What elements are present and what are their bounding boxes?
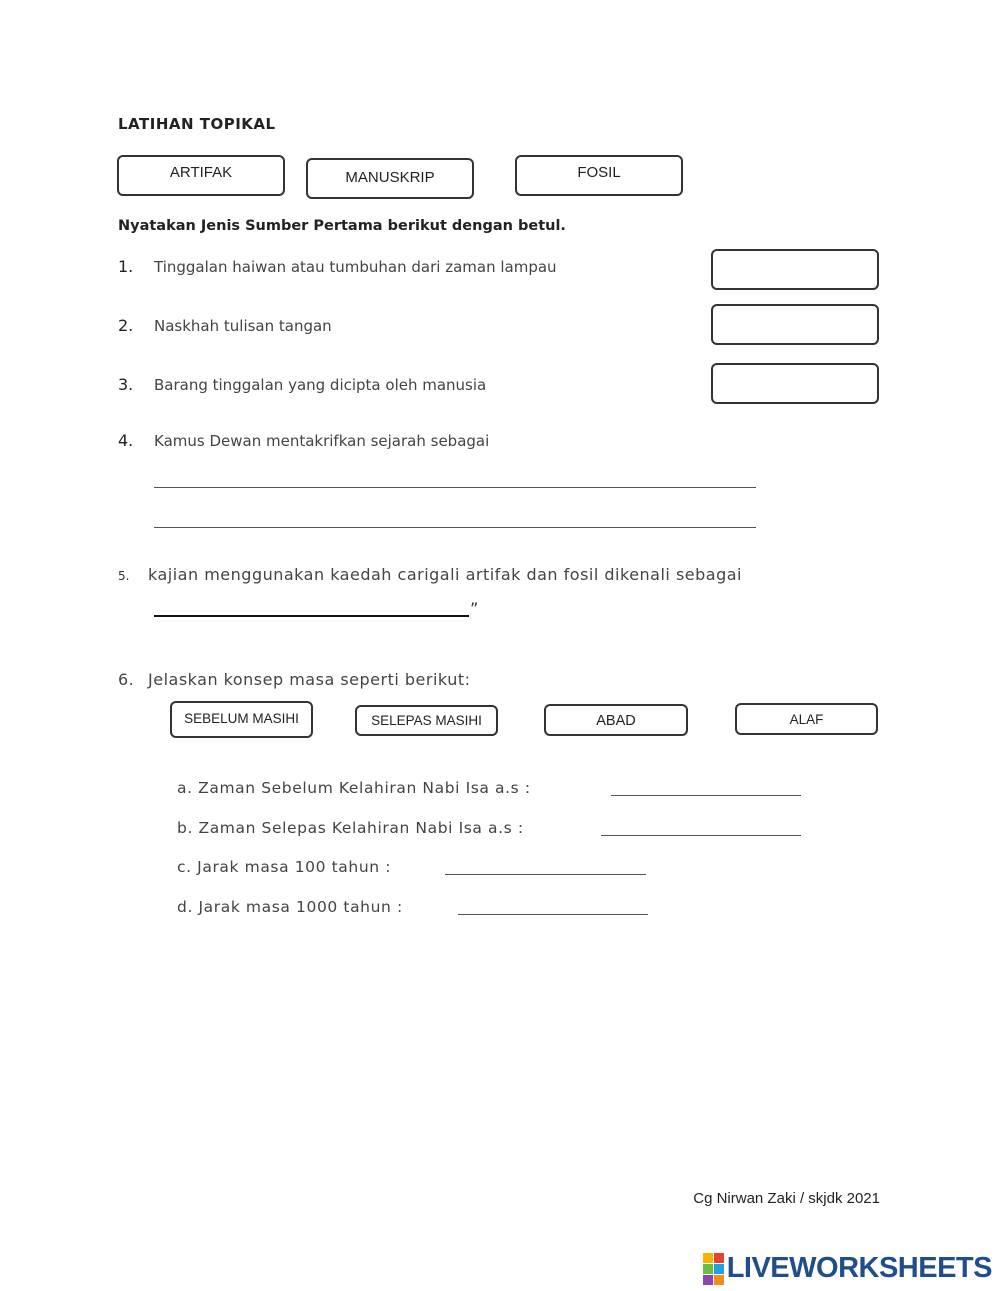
answer-box-2[interactable] — [711, 304, 879, 345]
sub-question-a: a. Zaman Sebelum Kelahiran Nabi Isa a.s : — [177, 779, 531, 797]
closing-quote: ” — [470, 599, 479, 618]
question-5-number: 5. — [118, 569, 130, 583]
logo-square — [703, 1275, 713, 1285]
answer-line-6c[interactable] — [445, 874, 646, 875]
word-bank-manuskrip[interactable]: MANUSKRIP — [306, 158, 474, 199]
answer-line-4a[interactable] — [154, 487, 756, 488]
question-4-text: Kamus Dewan mentakrifkan sejarah sebagai — [154, 432, 490, 450]
answer-box-1[interactable] — [711, 249, 879, 290]
logo-text: LIVEWORKSHEETS — [726, 1252, 992, 1284]
question-2-number: 2. — [118, 316, 134, 335]
question-3-text: Barang tinggalan yang dicipta oleh manusia — [154, 376, 487, 394]
answer-line-5[interactable] — [154, 615, 469, 617]
answer-line-4b[interactable] — [154, 527, 756, 528]
word-bank-fosil[interactable]: FOSIL — [515, 155, 683, 196]
liveworksheets-logo[interactable] — [703, 1252, 992, 1285]
answer-line-6a[interactable] — [611, 795, 801, 796]
sub-question-b: b. Zaman Selepas Kelahiran Nabi Isa a.s : — [177, 819, 524, 837]
question-6-text: Jelaskan konsep masa seperti berikut: — [148, 670, 471, 689]
word-bank-abad[interactable]: ABAD — [544, 704, 688, 736]
answer-line-6d[interactable] — [458, 914, 648, 915]
instruction: Nyatakan Jenis Sumber Pertama berikut dengan betul. — [118, 218, 566, 234]
word-bank-alaf[interactable]: ALAF — [735, 703, 878, 735]
logo-square — [703, 1253, 713, 1263]
word-bank-artifak[interactable]: ARTIFAK — [117, 155, 285, 196]
question-6-number: 6. — [118, 670, 135, 689]
logo-square — [714, 1253, 724, 1263]
logo-squares-icon — [703, 1253, 724, 1285]
answer-box-3[interactable] — [711, 363, 879, 404]
logo-square — [714, 1275, 724, 1285]
logo-square — [714, 1264, 724, 1274]
question-1-number: 1. — [118, 257, 134, 276]
logo-square — [703, 1264, 713, 1274]
sub-question-d: d. Jarak masa 1000 tahun : — [177, 898, 403, 916]
question-3-number: 3. — [118, 375, 134, 394]
answer-line-6b[interactable] — [601, 835, 801, 836]
word-bank-selepas-masihi[interactable]: SELEPAS MASIHI — [355, 705, 498, 736]
question-5-text: kajian menggunakan kaedah carigali artifak dan fosil dikenali sebagai — [148, 565, 742, 584]
question-4-number: 4. — [118, 431, 134, 450]
question-2-text: Naskhah tulisan tangan — [154, 317, 332, 335]
credit-text: Cg Nirwan Zaki / skjdk 2021 — [693, 1190, 880, 1207]
worksheet-title: LATIHAN TOPIKAL — [118, 115, 276, 133]
question-1-text: Tinggalan haiwan atau tumbuhan dari zaman lampau — [154, 258, 557, 276]
word-bank-sebelum-masihi[interactable]: SEBELUM MASIHI — [170, 701, 313, 738]
sub-question-c: c. Jarak masa 100 tahun : — [177, 858, 392, 876]
